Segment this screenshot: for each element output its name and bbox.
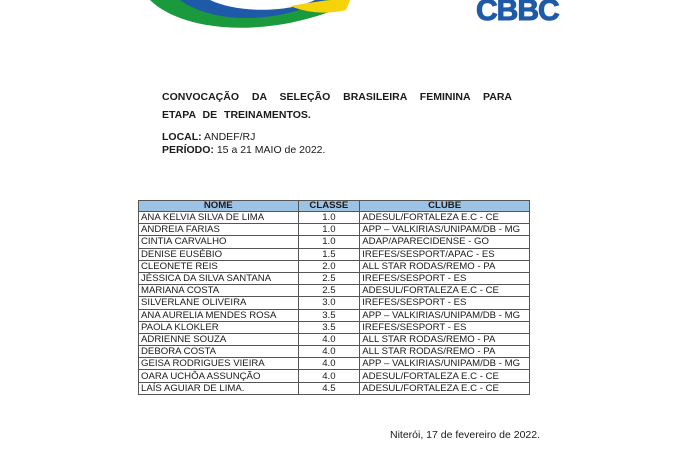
- athlete-class-cell: 1.0: [298, 224, 360, 236]
- table-row: [139, 321, 530, 333]
- athlete-class-cell: 2.5: [298, 285, 360, 297]
- athlete-class-cell: 4.0: [298, 358, 360, 370]
- athlete-club-cell: ALL STAR RODAS/REMO - PA: [360, 333, 530, 345]
- table-row: [139, 333, 530, 345]
- brand-swoosh-logo: [150, 0, 350, 40]
- athlete-name-cell: OARA UCHÔA ASSUNÇÃO: [139, 370, 299, 382]
- table-header-row: [139, 201, 530, 212]
- athlete-name-cell: CINTIA CARVALHO: [139, 236, 299, 248]
- document-heading: CONVOCAÇÃO DA SELEÇÃO BRASILEIRA FEMININA PARA ETAPA DE TREINAMENTOS.: [162, 91, 512, 121]
- athlete-name-cell: GEISA RODRIGUES VIEIRA: [139, 358, 299, 370]
- athlete-club-cell: APP – VALKIRIAS/UNIPAM/DB - MG: [360, 358, 530, 370]
- athlete-class-cell: 3.5: [298, 321, 360, 333]
- local-label: LOCAL:: [162, 131, 202, 143]
- periodo-value: 15 a 21 MAIO de 2022.: [216, 144, 326, 156]
- athlete-class-cell: 1.0: [298, 236, 360, 248]
- athlete-club-cell: ADESUL/FORTALEZA E.C - CE: [360, 285, 530, 297]
- athlete-club-cell: IREFES/SESPORT - ES: [360, 321, 530, 333]
- athlete-class-cell: 4.0: [298, 370, 360, 382]
- athlete-club-cell: APP – VALKIRIAS/UNIPAM/DB - MG: [360, 309, 530, 321]
- athlete-club-cell: IREFES/SESPORT - ES: [360, 272, 530, 284]
- athlete-name-cell: JÉSSICA DA SILVA SANTANA: [139, 272, 299, 284]
- athlete-class-cell: 2.0: [298, 260, 360, 272]
- athlete-name-cell: ANA AURELIA MENDES ROSA: [139, 309, 299, 321]
- table-row: [139, 236, 530, 248]
- athlete-club-cell: ALL STAR RODAS/REMO - PA: [360, 260, 530, 272]
- table-row: [139, 382, 530, 394]
- table-row: [139, 272, 530, 284]
- athlete-club-cell: ADAP/APARECIDENSE - GO: [360, 236, 530, 248]
- athlete-class-cell: 4.5: [298, 382, 360, 394]
- athlete-class-cell: 4.0: [298, 346, 360, 358]
- athlete-club-cell: ADESUL/FORTALEZA E.C - CE: [360, 382, 530, 394]
- athlete-class-cell: 4.0: [298, 333, 360, 345]
- periodo-line: [162, 144, 325, 157]
- athlete-name-cell: ANDREIA FARIAS: [139, 224, 299, 236]
- place-date: Niterói, 17 de fevereiro de 2022.: [390, 429, 541, 441]
- table-body: [139, 212, 530, 395]
- athlete-class-cell: 1.5: [298, 248, 360, 260]
- column-header-nome: NOME: [139, 201, 299, 212]
- athlete-club-cell: ADESUL/FORTALEZA E.C - CE: [360, 212, 530, 224]
- athlete-name-cell: MARIANA COSTA: [139, 285, 299, 297]
- athlete-club-cell: APP – VALKIRIAS/UNIPAM/DB - MG: [360, 224, 530, 236]
- athlete-name-cell: ADRIENNE SOUZA: [139, 333, 299, 345]
- athlete-club-cell: ALL STAR RODAS/REMO - PA: [360, 346, 530, 358]
- athlete-name-cell: LAÍS AGUIAR DE LIMA.: [139, 382, 299, 394]
- athlete-class-cell: 3.0: [298, 297, 360, 309]
- local-line: [162, 131, 255, 144]
- athlete-name-cell: ANA KELVIA SILVA DE LIMA: [139, 212, 299, 224]
- table-row: [139, 212, 530, 224]
- table-row: [139, 346, 530, 358]
- athlete-name-cell: DEBORA COSTA: [139, 346, 299, 358]
- athlete-class-cell: 2.5: [298, 272, 360, 284]
- column-header-clube: CLUBE: [360, 201, 530, 212]
- table-row: [139, 370, 530, 382]
- table-row: [139, 224, 530, 236]
- column-header-classe: CLASSE: [298, 201, 360, 212]
- athlete-class-cell: 3.5: [298, 309, 360, 321]
- cbbc-logo: CBBC: [476, 0, 559, 27]
- athlete-club-cell: IREFES/SESPORT/APAC - ES: [360, 248, 530, 260]
- table-row: [139, 358, 530, 370]
- table-row: [139, 309, 530, 321]
- athlete-club-cell: ADESUL/FORTALEZA E.C - CE: [360, 370, 530, 382]
- athlete-name-cell: CLEONETE REIS: [139, 260, 299, 272]
- table-row: [139, 248, 530, 260]
- local-value: ANDEF/RJ: [204, 131, 256, 143]
- athlete-name-cell: SILVERLANE OLIVEIRA: [139, 297, 299, 309]
- athletes-table: [138, 200, 530, 395]
- periodo-label: PERÍODO:: [162, 144, 214, 156]
- athlete-class-cell: 1.0: [298, 212, 360, 224]
- table-row: [139, 260, 530, 272]
- table-row: [139, 297, 530, 309]
- athlete-name-cell: DENISE EUSÉBIO: [139, 248, 299, 260]
- table-row: [139, 285, 530, 297]
- athlete-club-cell: IREFES/SESPORT - ES: [360, 297, 530, 309]
- athlete-name-cell: PAOLA KLOKLER: [139, 321, 299, 333]
